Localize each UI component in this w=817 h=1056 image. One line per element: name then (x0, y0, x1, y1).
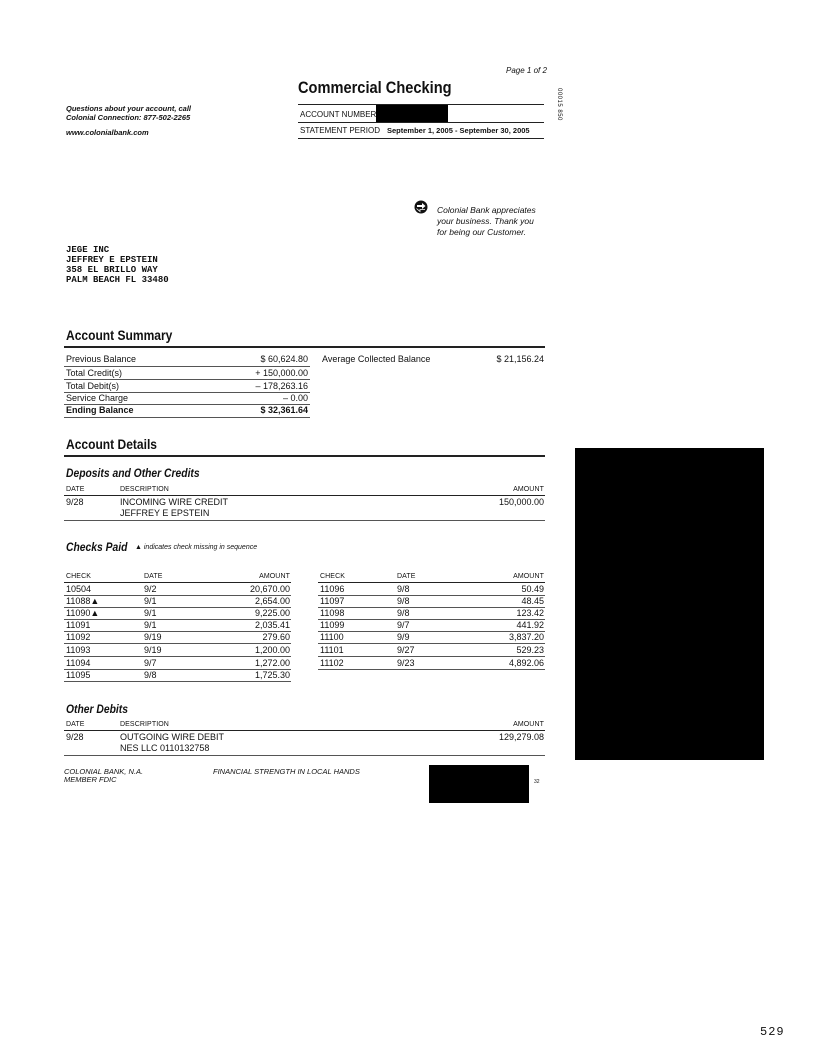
deposits-description-header: DESCRIPTION (120, 486, 169, 493)
debits-date-header: DATE (66, 721, 85, 728)
check-date: 9/1 (144, 608, 157, 618)
side-code: 00015 850 (556, 88, 562, 121)
address-line-3: 358 EL BRILLO WAY (66, 265, 158, 275)
check-number: 11098 (320, 608, 345, 618)
check-amount: 441.92 (516, 620, 544, 630)
checks-left-date-header: DATE (144, 573, 163, 580)
check-date: 9/7 (144, 658, 157, 668)
address-line-2: JEFFREY E EPSTEIN (66, 255, 158, 265)
footer-redaction (429, 765, 529, 803)
check-date: 9/1 (144, 596, 157, 606)
summary-row-line (64, 417, 310, 418)
check-date: 9/19 (144, 645, 162, 655)
details-rule (64, 455, 545, 457)
page-number: 529 (760, 1025, 785, 1039)
checks-paid-title: Checks Paid (66, 540, 128, 554)
check-date: 9/8 (397, 596, 410, 606)
deposits-date-header: DATE (66, 486, 85, 493)
table-row-line (318, 643, 545, 644)
check-number: 11097 (320, 596, 345, 606)
check-number: 11095 (66, 670, 91, 680)
check-number: 11093 (66, 645, 91, 655)
check-number: 11100 (320, 632, 344, 642)
address-line-1: JEGE INC (66, 245, 110, 255)
side-redaction (575, 448, 764, 760)
debits-description-header: DESCRIPTION (120, 721, 169, 728)
page-indicator: Page 1 of 2 (506, 66, 547, 75)
check-date: 9/27 (397, 645, 415, 655)
deposit-description-2: JEFFREY E EPSTEIN (120, 508, 210, 518)
check-number: 11099 (320, 620, 345, 630)
check-amount: 48.45 (521, 596, 544, 606)
debit-description-2: NES LLC 0110132758 (120, 743, 210, 753)
check-amount: 529.23 (516, 645, 544, 655)
notice-line-2: your business. Thank you (437, 216, 534, 226)
deposits-end-rule (64, 520, 545, 521)
check-amount: 50.49 (521, 584, 544, 594)
check-amount: 1,725.30 (254, 670, 290, 680)
deposits-amount-header: AMOUNT (513, 486, 544, 493)
check-date: 9/8 (397, 584, 410, 594)
summary-value-credits: + 150,000.00 (255, 368, 308, 378)
check-date: 9/7 (397, 620, 410, 630)
summary-row-line (64, 379, 310, 380)
footer-slogan: FINANCIAL STRENGTH IN LOCAL HANDS (213, 767, 360, 776)
checks-right-check-header: CHECK (320, 573, 346, 580)
check-date: 9/2 (144, 584, 157, 594)
checks-right-amount-header: AMOUNT (513, 573, 544, 580)
deposit-description-1: INCOMING WIRE CREDIT (120, 497, 228, 507)
checks-missing-note: ▲ indicates check missing in sequence (135, 544, 258, 551)
check-amount: 1,200.00 (254, 645, 290, 655)
check-date: 9/8 (397, 608, 410, 618)
checks-left-header-rule (64, 582, 291, 583)
account-details-title: Account Details (66, 436, 157, 452)
table-row-line (318, 669, 545, 670)
deposits-header-rule (64, 495, 545, 496)
address-line-4: PALM BEACH FL 33480 (66, 275, 169, 285)
debits-end-rule (64, 755, 545, 756)
deposits-title: Deposits and Other Credits (66, 466, 200, 480)
summary-rule (64, 346, 545, 348)
statement-title: Commercial Checking (298, 78, 452, 97)
checks-left-check-header: CHECK (66, 573, 92, 580)
check-amount: 2,654.00 (254, 596, 290, 606)
table-row-line (64, 681, 291, 682)
check-amount: 4,892.06 (508, 658, 544, 668)
summary-label-debits: Total Debit(s) (66, 381, 120, 391)
check-date: 9/9 (397, 632, 410, 642)
table-row-line (64, 643, 291, 644)
arrow-circle-icon (414, 200, 428, 214)
other-debits-title: Other Debits (66, 702, 128, 716)
check-date: 9/23 (397, 658, 415, 668)
table-row-line (318, 656, 545, 657)
summary-label-ending: Ending Balance (66, 405, 134, 415)
check-amount: 123.42 (516, 608, 544, 618)
contact-line-2: Colonial Connection: 877-502-2265 (66, 113, 191, 122)
check-number: 11090▲ (66, 608, 100, 618)
checks-left-amount-header: AMOUNT (259, 573, 290, 580)
check-number: 11101 (320, 645, 344, 655)
check-number: 11088▲ (66, 596, 100, 606)
footer-small-code: 32 (534, 779, 540, 785)
debit-description-1: OUTGOING WIRE DEBIT (120, 732, 225, 742)
check-amount: 279.60 (262, 632, 290, 642)
bank-website: www.colonialbank.com (66, 128, 149, 137)
deposit-amount: 150,000.00 (498, 497, 544, 507)
summary-row-line (64, 366, 310, 367)
summary-value-ending: $ 32,361.64 (260, 405, 308, 415)
table-row-line (64, 656, 291, 657)
check-date: 9/19 (144, 632, 162, 642)
account-summary-title: Account Summary (66, 327, 173, 343)
check-date: 9/8 (144, 670, 157, 680)
check-number: 11091 (66, 620, 91, 630)
check-amount: 1,272.00 (254, 658, 290, 668)
contact-line-1: Questions about your account, call (66, 104, 192, 113)
summary-value-debits: – 178,263.16 (255, 381, 308, 391)
debits-header-rule (64, 730, 545, 731)
check-date: 9/1 (144, 620, 157, 630)
header-rule-mid (298, 122, 544, 123)
account-number-redaction (376, 105, 448, 122)
check-amount: 20,670.00 (249, 584, 290, 594)
debit-amount: 129,279.08 (498, 732, 544, 742)
check-amount: 3,837.20 (508, 632, 544, 642)
statement-period-value: September 1, 2005 - September 30, 2005 (387, 126, 530, 135)
header-rule-bottom (298, 138, 544, 139)
deposit-date: 9/28 (66, 497, 84, 507)
check-number: 11096 (320, 584, 345, 594)
footer-member-fdic: MEMBER FDIC (64, 775, 117, 784)
notice-line-1: Colonial Bank appreciates (437, 205, 536, 215)
statement-period-label: STATEMENT PERIOD (300, 126, 381, 135)
summary-value-service: – 0.00 (282, 393, 308, 403)
account-number-label: ACCOUNT NUMBER (300, 110, 377, 119)
check-number: 10504 (66, 584, 92, 594)
debits-amount-header: AMOUNT (513, 721, 544, 728)
average-balance-label: Average Collected Balance (322, 354, 431, 364)
summary-value-previous: $ 60,624.80 (260, 354, 308, 364)
summary-label-previous: Previous Balance (66, 354, 137, 364)
check-number: 11094 (66, 658, 91, 668)
check-number: 11102 (320, 658, 344, 668)
checks-right-header-rule (318, 582, 545, 583)
footer-bank-name: COLONIAL BANK, N.A. (64, 767, 144, 776)
check-amount: 9,225.00 (254, 608, 290, 618)
debit-date: 9/28 (66, 732, 84, 742)
average-balance-value: $ 21,156.24 (496, 354, 544, 364)
check-amount: 2,035.41 (254, 620, 290, 630)
summary-label-credits: Total Credit(s) (66, 368, 123, 378)
notice-line-3: for being our Customer. (437, 227, 526, 237)
summary-label-service: Service Charge (66, 393, 129, 403)
check-number: 11092 (66, 632, 91, 642)
checks-right-date-header: DATE (397, 573, 416, 580)
